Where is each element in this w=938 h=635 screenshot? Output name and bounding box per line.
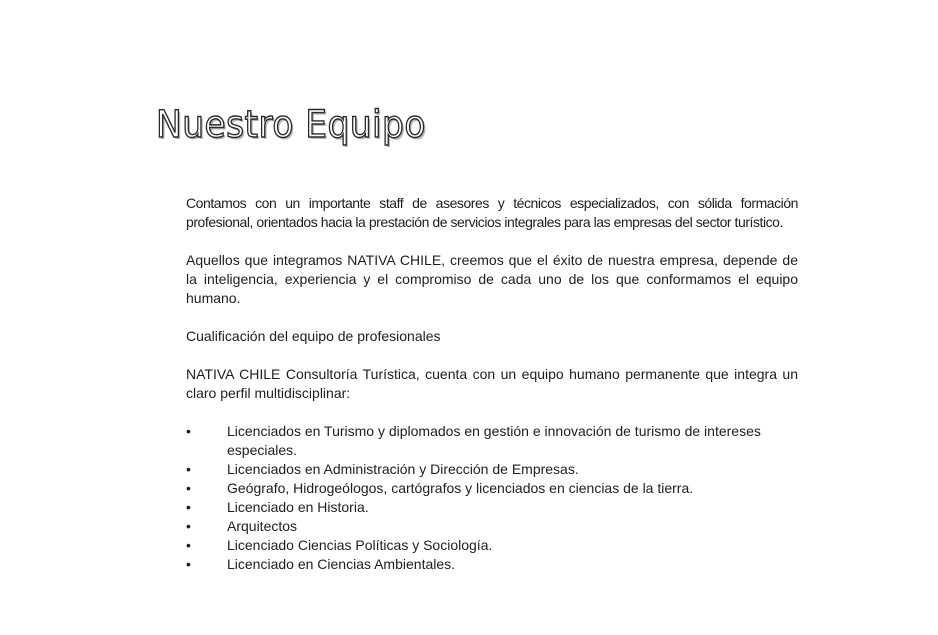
list-item [186,460,798,479]
section-heading: Cualificación del equipo de profesionales [186,328,441,344]
profession-list [186,422,798,574]
list-item [186,536,798,555]
list-item [186,498,798,517]
bullet-icon: • [186,537,191,553]
list-item-text: Licenciado en Historia. [227,499,369,515]
intro-paragraph: Contamos con un importante staff de asesores y técnicos especializados, con sólida formación profesional, orientados hacia la prestación de servicios integrales para las empresas del sector turístico. [186,195,798,230]
page-title: Nuestro Equipo [156,103,426,146]
bullet-icon: • [186,423,191,439]
team-paragraph: Aquellos que integramos NATIVA CHILE, creemos que el éxito de nuestra empresa, depende de la inteligencia, experiencia y el compromiso de cada uno de los que conformamos el equipo humano. [186,252,798,306]
bullet-icon: • [186,480,191,496]
list-item [186,479,798,498]
profile-paragraph: NATIVA CHILE Consultoría Turística, cuenta con un equipo humano permanente que integra un claro perfil multidisciplinar: [186,366,798,401]
bullet-icon: • [186,461,191,477]
list-item-text: Licenciado en Ciencias Ambientales. [227,556,456,572]
list-item-text: Licenciados en Turismo y diplomados en gestión e innovación de turismo de intereses especiales. [227,423,761,458]
bullet-icon: • [186,499,191,515]
list-item [186,517,798,536]
list-item-text: Geógrafo, Hidrogeólogos, cartógrafos y licenciados en ciencias de la tierra. [227,480,694,496]
list-item-text: Arquitectos [227,518,298,534]
bullet-icon: • [186,556,191,572]
list-item-text: Licenciados en Administración y Dirección de Empresas. [227,461,579,477]
list-item [186,555,798,574]
list-item [186,422,798,460]
body-content [186,194,798,574]
bullet-icon: • [186,518,191,534]
list-item-text: Licenciado Ciencias Políticas y Sociología. [227,537,493,553]
